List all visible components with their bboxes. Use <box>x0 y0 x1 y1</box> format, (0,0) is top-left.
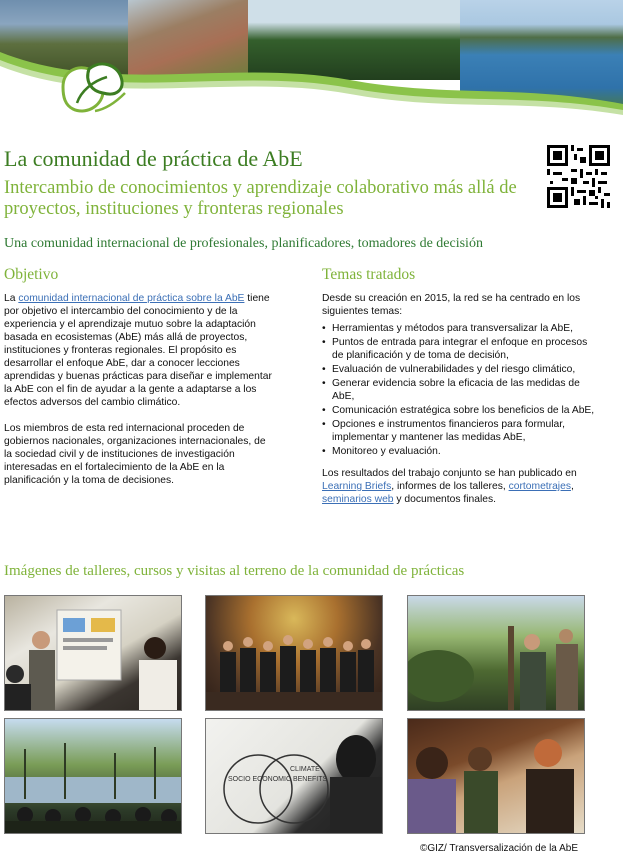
learning-briefs-link[interactable]: Learning Briefs <box>322 481 392 492</box>
page-tagline: Una comunidad internacional de profesionales, planificadores, tomadores de decisión <box>4 236 483 251</box>
group-scene <box>206 596 382 710</box>
field-scene <box>408 596 584 710</box>
seminarios-web-link[interactable]: seminarios web <box>322 494 394 505</box>
list-item: • Herramientas y métodos para transversalizar la AbE, <box>322 322 597 335</box>
objetivo-paragraph-2: Los miembros de esta red internacional proceden de gobiernos nacionales, organizaciones internacionales, de la sociedad civil y de instituciones de investigación interesadas en el fortalecimiento de la AbE en la planificación y la toma de decisiones. <box>4 423 266 486</box>
temas-heading: Temas tratados <box>322 266 416 283</box>
workshop-scene <box>5 596 181 710</box>
page-subtitle: Intercambio de conocimientos y aprendizaje colaborativo más allá de proyectos, instituciones y fronteras regionales <box>4 178 517 219</box>
gallery-heading: Imágenes de talleres, cursos y visitas al terreno de la comunidad de prácticas <box>4 563 465 579</box>
photo-credit: ©GIZ/ Transversalización de la AbE <box>420 843 578 854</box>
list-item: • Puntos de entrada para integrar el enfoque en procesos de planificación y de toma de decisión, <box>322 336 597 362</box>
outro-end: y documentos finales. <box>393 494 496 505</box>
cortometrajes-link[interactable]: cortometrajes <box>508 481 571 492</box>
community-link[interactable]: comunidad internacional de práctica sobre la AbE <box>18 293 245 304</box>
objetivo-p1-prefix: La <box>4 293 19 304</box>
objetivo-text <box>4 292 276 487</box>
objetivo-paragraph-1 <box>4 292 276 409</box>
list-item: • Generar evidencia sobre la eficacia de las medidas de AbE, <box>322 377 597 403</box>
header-banner <box>0 0 623 128</box>
photo-field-visit <box>407 595 585 711</box>
qr-code-icon[interactable] <box>547 145 610 208</box>
outro-mid: , informes de los talleres, <box>391 481 509 492</box>
outro-prefix: Los resultados del trabajo conjunto se han publicado en <box>322 468 577 479</box>
photo-flipchart <box>205 718 383 834</box>
list-item: • Evaluación de vulnerabilidades y del riesgo climático, <box>322 363 597 376</box>
flipchart-note-left: SOCIO ECONOMIC BENEFITS <box>228 776 328 783</box>
temas-text <box>322 292 597 506</box>
flipchart-note-right: CLIMATE <box>290 766 320 773</box>
list-item: • Opciones e instrumentos financieros para formular, implementar y mantener las medidas AbE, <box>322 418 597 444</box>
photo-workshop-poster <box>4 595 182 711</box>
wetland-scene <box>5 719 181 833</box>
objetivo-p1-rest: tiene por objetivo el intercambio del conocimiento y de la experiencia y el aprendizaje mutuo sobre la adaptación basada en ecosistemas (AbE) más allá de proyectos, instituciones y fronteras regionales. El propósito es desarrollar el enfoque AbE, dar a conocer lecciones aprendidas y buenas prácticas para diseñar e implementar la AbE con el fin de ayudar a la gente a adaptarse a los efectos adversos del cambio climático. <box>4 293 272 408</box>
abe-logo-icon <box>55 57 133 121</box>
list-item: • Comunicación estratégica sobre los beneficios de la AbE, <box>322 404 597 417</box>
list-item: • Monitoreo y evaluación. <box>322 445 597 458</box>
temas-outro <box>322 467 597 506</box>
photo-wetland <box>4 718 182 834</box>
outro-sep: , <box>570 481 574 492</box>
temas-intro: Desde su creación en 2015, la red se ha centrado en los siguientes temas: <box>322 293 581 317</box>
photo-group <box>205 595 383 711</box>
photo-discussion <box>407 718 585 834</box>
temas-list <box>322 322 597 458</box>
objetivo-heading: Objetivo <box>4 266 59 283</box>
discussion-scene <box>408 719 584 833</box>
page-title: La comunidad de práctica de AbE <box>4 146 303 171</box>
flipchart-scene <box>206 719 382 833</box>
